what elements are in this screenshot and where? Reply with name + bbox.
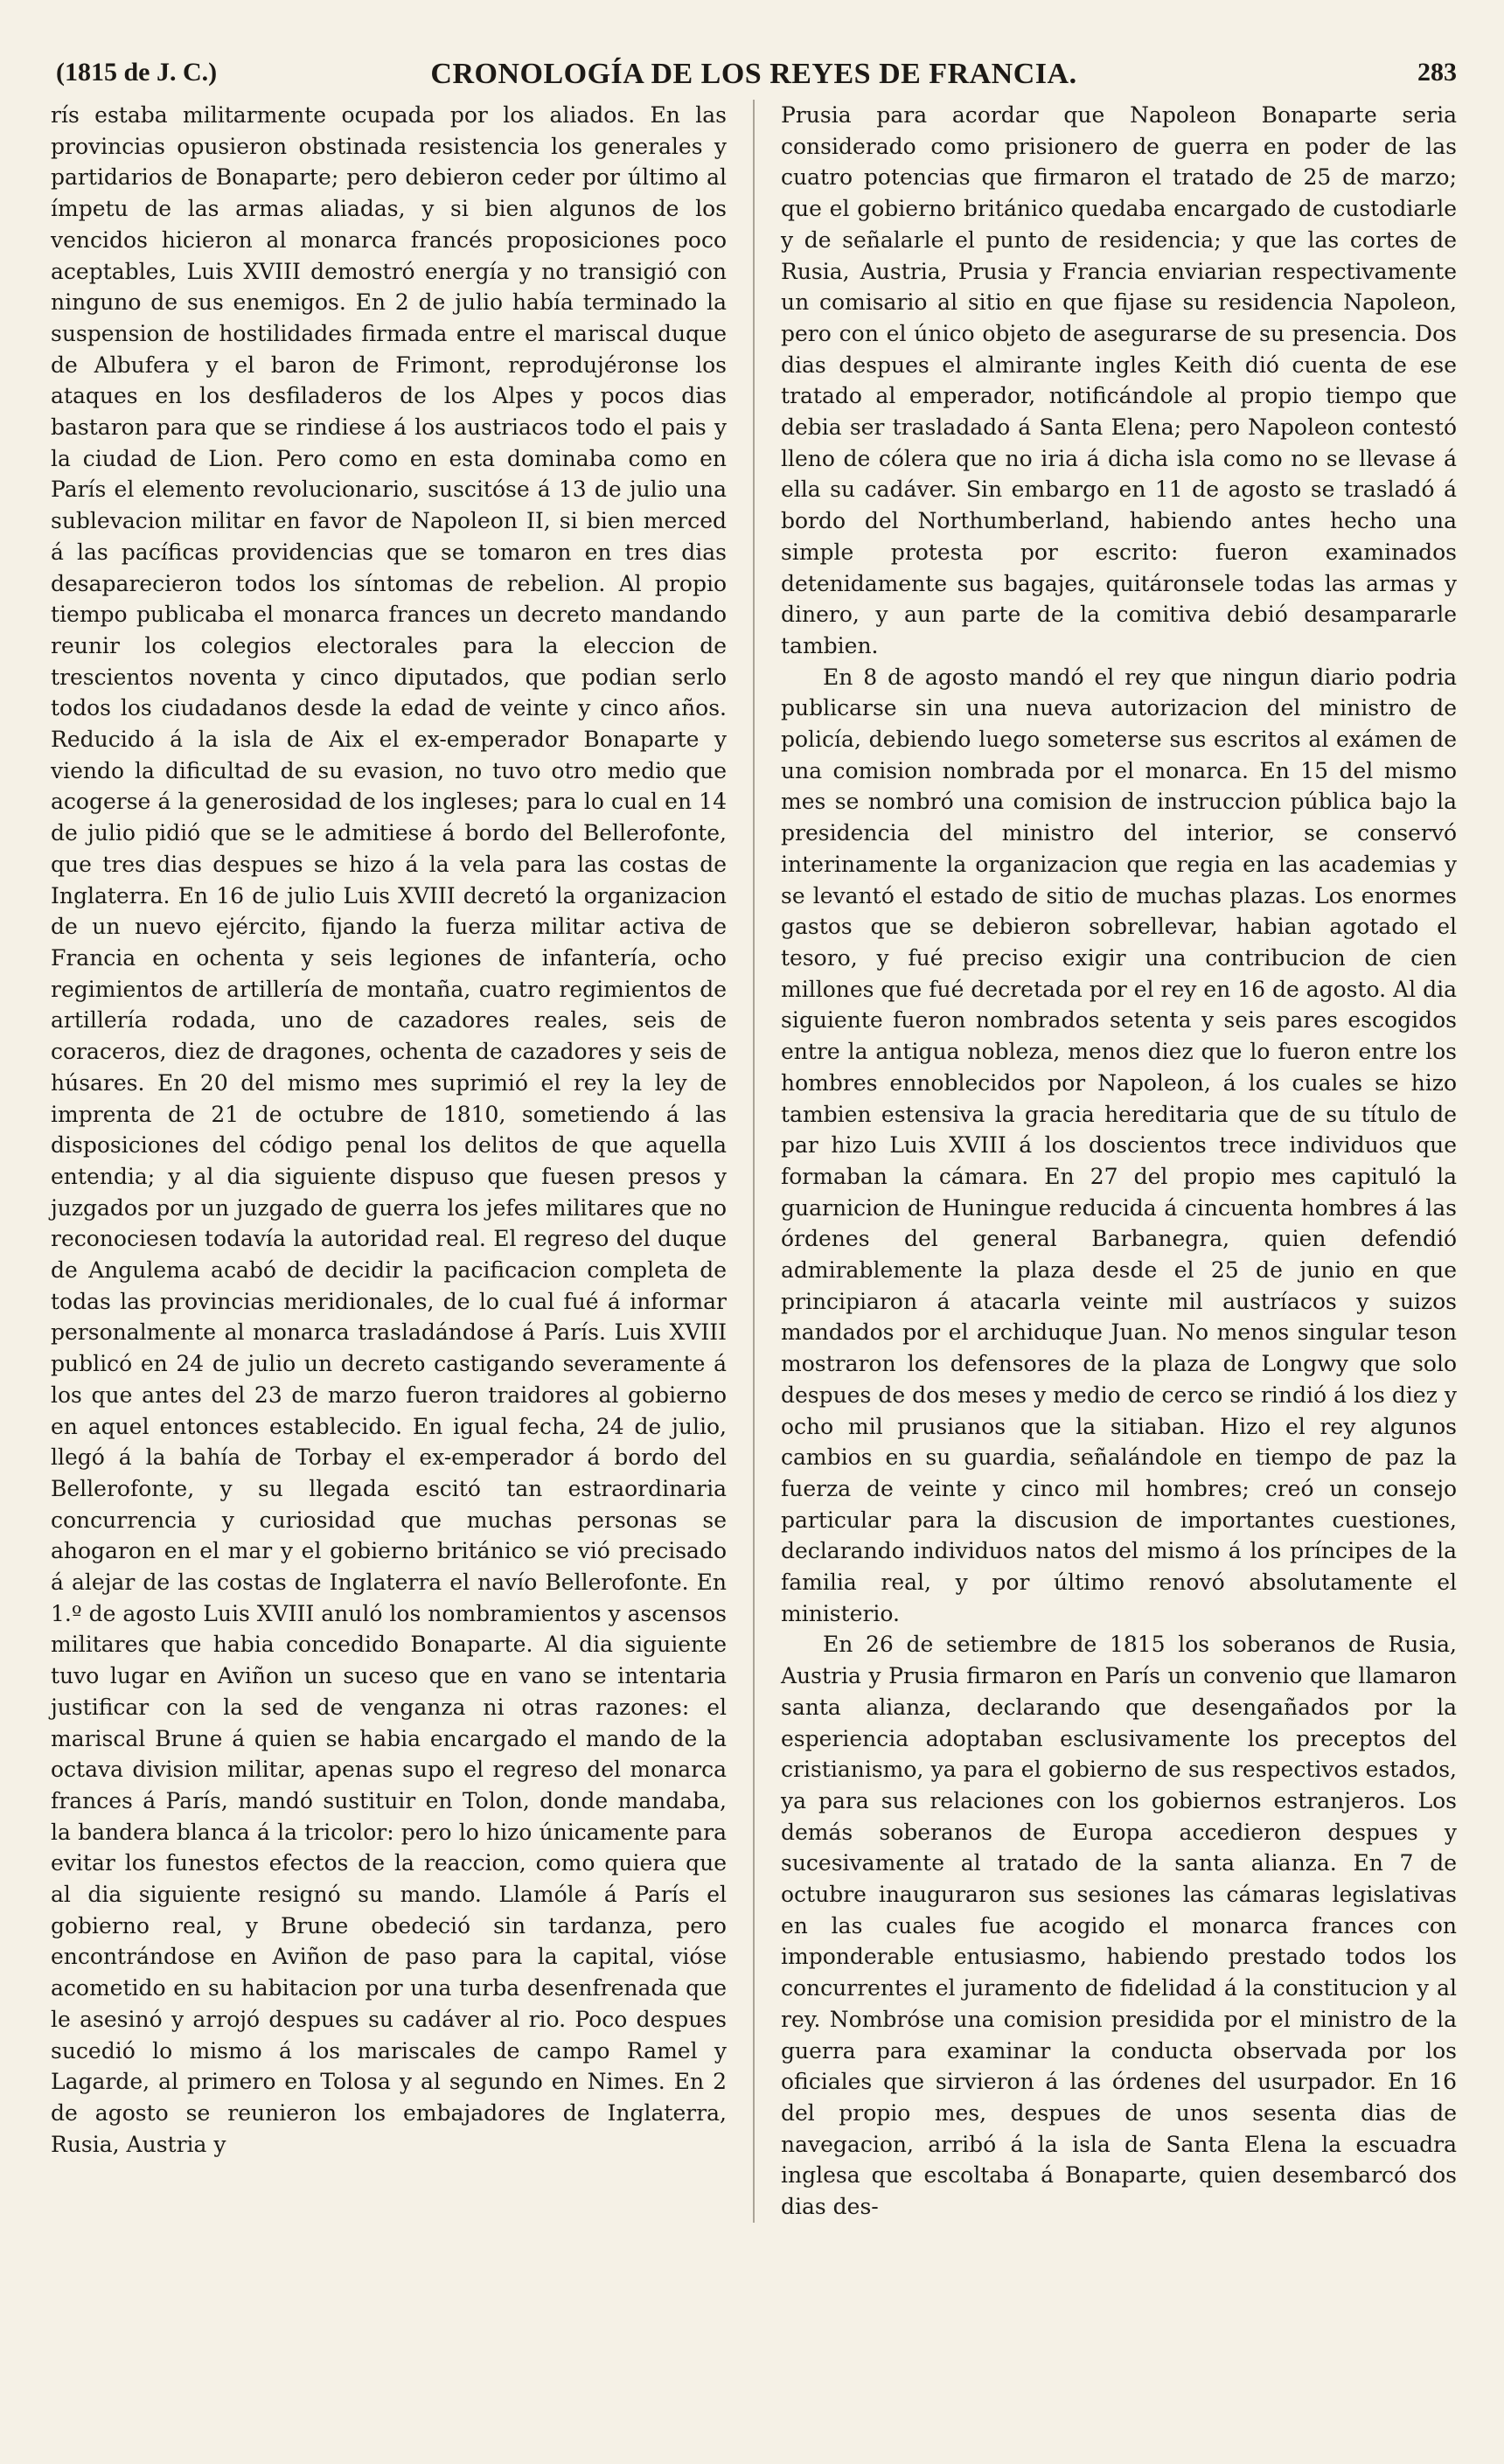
right-column: [781, 100, 1457, 2223]
page-number: 283: [1417, 58, 1457, 87]
right-paragraph-3: En 26 de setiembre de 1815 los soberanos de Rusia, Austria y Prusia firmaron en París un convenio que llamaron santa alianza, declarando que desengañados por la esperiencia adoptaban esclusivamente los preceptos del cristianismo, ya para el gobierno de sus respectivos estados, ya para sus relaciones con los gobiernos estranjeros. Los demás soberanos de Europa accedieron despues y sucesivamente al tratado de la santa alianza. En 7 de octubre inauguraron sus sesiones las cámaras legislativas en las cuales fue acogido el monarca frances con imponderable entusiasmo, habiendo prestado todos los concurrentes el juramento de fidelidad á la constitucion y al rey. Nombróse una comision presidida por el ministro de la guerra para examinar la conducta observada por los oficiales que sirvieron á las órdenes del usurpador. En 16 del propio mes, despues de unos sesenta dias de navegacion, arribó á la isla de Santa Elena la escuadra inglesa que escoltaba á Bonaparte, quien desembarcó dos dias des-: [781, 1632, 1457, 2220]
text-columns: [51, 100, 1457, 2223]
right-paragraph-2: En 8 de agosto mandó el rey que ningun diario podria publicarse sin una nueva autorizacion del ministro de policía, debiendo luego someterse sus escritos al exámen de una comision nombrada por el monarca. En 15 del mismo mes se nombró una comision de instruccion pública bajo la presidencia del ministro del interior, se conservó interinamente la organizacion que regia en las academias y se levantó el estado de sitio de muchas plazas. Los enormes gastos que se debieron sobrellevar, habian agotado el tesoro, y fué preciso exigir una contribucion de cien millones que fué decretada por el rey en 16 de agosto. Al dia siguiente fueron nombrados setenta y seis pares escogidos entre la antigua nobleza, menos diez que lo fueron entre los hombres ennoblecidos por Napoleon, á los cuales se hizo tambien estensiva la gracia hereditaria que de su título de par hizo Luis XVIII á los doscientos trece individuos que formaban la cámara. En 27 del propio mes capituló la guarnicion de Huningue reducida á cincuenta hombres á las órdenes del general Barbanegra, quien defendió admirablemente la plaza desde el 25 de junio en que principiaron á atacarla veinte mil austríacos y suizos mandados por el archiduque Juan. No menos singular teson mostraron los defensores de la plaza de Longwy que solo despues de dos meses y medio de cerco se rindió á los diez y ocho mil prusianos que la sitiaban. Hizo el rey algunos cambios en su guardia, señalándole en tiempo de paz la fuerza de veinte y cinco mil hombres; creó un consejo particular para la discusion de importantes cuestiones, declarando individuos natos del mismo á los príncipes de la familia real, y por último renovó absolutamente el ministerio.: [781, 664, 1457, 1626]
left-column: [51, 100, 727, 2160]
right-paragraph-1: Prusia para acordar que Napoleon Bonaparte seria considerado como prisionero de guerra en poder de las cuatro potencias que firmaron el tratado de 25 de marzo; que el gobierno británico quedaba encargado de custodiarle y de señalarle el punto de residencia; y que las cortes de Rusia, Austria, Prusia y Francia enviarian respectivamente un comisario al sitio en que fijase su residencia Napoleon, pero con el único objeto de asegurarse de su presencia. Dos dias despues el almirante ingles Keith dió cuenta de ese tratado al emperador, notificándole al propio tiempo que debia ser trasladado á Santa Elena; pero Napoleon contestó lleno de cólera que no iria á dicha isla como no se llevase á ella su cadáver. Sin embargo en 11 de agosto se trasladó á bordo del Northumberland, habiendo antes hecho una simple protesta por escrito: fueron examinados detenidamente sus bagajes, quitáronsele todas las armas y dinero, y aun parte de la comitiva debió desampararle tambien.: [781, 102, 1457, 658]
column-divider: [753, 100, 755, 2223]
left-paragraph-1: rís estaba militarmente ocupada por los aliados. En las provincias opusieron obstinada resistencia los generales y partidarios de Bonaparte; pero debieron ceder por último al ímpetu de las armas aliadas, y si bien algunos de los vencidos hicieron al monarca francés proposiciones poco aceptables, Luis XVIII demostró energía y no transigió con ninguno de sus enemigos. En 2 de julio había terminado la suspension de hostilidades firmada entre el mariscal duque de Albufera y el baron de Frimont, reprodujéronse los ataques en los desfiladeros de los Alpes y pocos dias bastaron para que se rindiese á los austriacos todo el pais y la ciudad de Lion. Pero como en esta dominaba como en París el elemento revolucionario, suscitóse á 13 de julio una sublevacion militar en favor de Napoleon II, si bien merced á las pacíficas providencias que se tomaron en tres dias desaparecieron todos los síntomas de rebelion. Al propio tiempo publicaba el monarca frances un decreto mandando reunir los colegios electorales para la eleccion de trescientos noventa y cinco diputados, que podian serlo todos los ciudadanos desde la edad de veinte y cinco años. Reducido á la isla de Aix el ex-emperador Bonaparte y viendo la dificultad de su evasion, no tuvo otro medio que acogerse á la generosidad de los ingleses; para lo cual en 14 de julio pidió que se le admitiese á bordo del Bellerofonte, que tres dias despues se hizo á la vela para las costas de Inglaterra. En 16 de julio Luis XVIII decretó la organizacion de un nuevo ejército, fijando la fuerza militar activa de Francia en ochenta y seis legiones de infantería, ocho regimientos de artillería de montaña, cuatro regimientos de artillería rodada, uno de cazadores reales, seis de coraceros, diez de dragones, ochenta de cazadores y seis de húsares. En 20 del mismo mes suprimió el rey la ley de imprenta de 21 de octubre de 1810, sometiendo á las disposiciones del código penal los delitos de que aquella entendia; y al dia siguiente dispuso que fuesen presos y juzgados por un juzgado de guerra los jefes militares que no reconociesen todavía la autoridad real. El regreso del duque de Angulema acabó de decidir la pacificacion completa de todas las provincias meridionales, de lo cual fué á informar personalmente al monarca trasladándose á París. Luis XVIII publicó en 24 de julio un decreto castigando severamente á los que antes del 23 de marzo fueron traidores al gobierno en aquel entonces establecido. En igual fecha, 24 de julio, llegó á la bahía de Torbay el ex-emperador á bordo del Bellerofonte, y su llegada escitó tan estraordinaria concurrencia y curiosidad que muchas personas se ahogaron en el mar y el gobierno británico se vió precisado á alejar de las costas de Inglaterra el navío Bellerofonte. En 1.º de agosto Luis XVIII anuló los nombramientos y ascensos militares que habia concedido Bonaparte. Al dia siguiente tuvo lugar en Aviñon un suceso que en vano se intentaria justificar con la sed de venganza ni otras razones: el mariscal Brune á quien se habia encargado el mando de la octava division militar, apenas supo el regreso del monarca frances á París, mandó sustituir en Tolon, donde mandaba, la bandera blanca á la tricolor: pero lo hizo únicamente para evitar los funestos efectos de la reaccion, como quiera que al dia siguiente resignó su mando. Llamóle á París el gobierno real, y Brune obedeció sin tardanza, pero encontrándose en Aviñon de paso para la capital, vióse acometido en su habitacion por una turba desenfrenada que le asesinó y arrojó despues su cadáver al rio. Poco despues sucedió lo mismo á los mariscales de campo Ramel y Lagarde, al primero en Tolosa y al segundo en Nimes. En 2 de agosto se reunieron los embajadores de Inglaterra, Rusia, Austria y: [51, 102, 727, 2157]
running-header: [51, 51, 1457, 100]
header-title: CRONOLOGÍA DE LOS REYES DE FRANCIA.: [430, 58, 1077, 90]
header-date: (1815 de J. C.): [56, 58, 218, 87]
